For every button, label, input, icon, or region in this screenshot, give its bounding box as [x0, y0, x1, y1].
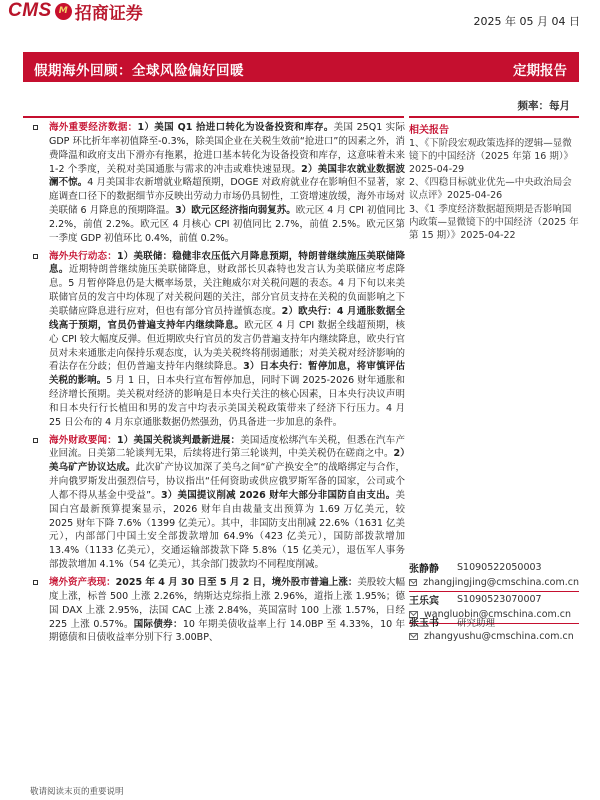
summary-paragraph: [23, 250, 405, 430]
analyst-block: [409, 560, 579, 590]
main-divider: [23, 116, 404, 118]
bold-run: 2）欧央行：4 月通胀数据全线高于预期，官员仍普遍支持年内继续降息。: [49, 305, 405, 331]
square-bullet-icon: [33, 438, 38, 443]
company-logo: [8, 0, 143, 22]
email-icon: [409, 579, 417, 586]
bold-run: 1）美国 Q1 拾进口转化为设备投资和库存。: [137, 122, 334, 133]
report-title: 假期海外回顾：全球风险偏好回暖: [34, 63, 244, 79]
paragraph-heading: 海外重要经济数据：: [49, 122, 138, 133]
text-run: 近期特朗普继续施压美联储降息，财政部长贝森特也发言认为美联储应考虑降息。5 月暂停降息仍是大概率场景，关注鲍威尔对关税问题的表态。4 月下旬以来美联储官员的发言中均体现了对关税问题的关注，部分官员支持在关税的负面影响之下美联储应降息进行应对，但也有部分官员持谨慎态度。: [49, 264, 405, 317]
analyst-cert: S1090523070007: [457, 594, 542, 605]
logo-chinese: 招商证券: [74, 3, 143, 24]
related-report-item[interactable]: 3、《1 季度经济数据超预期是否影响国内政策—显微镜下的中国经济（2025 年第 15 期）》2025-04-22: [409, 203, 579, 241]
text-run: 美国适度松绑汽车关税，但悉在汽车产业回流。日美第二轮谈判无果，后续将进行第三轮谈判，中美关税仍在磋商之中。: [49, 434, 405, 460]
text-run: 5 月 1 日，日本央行宣布暂停加息，同时下调 2025-2026 财年通胀和经济增长预期。美关税对经济的影响是日本央行关注的核心因素，日本央行决议声明和日本央行行长植田和男的发言中均表示美国关税政策带来了经济下行压力。4 月 25 日公布的 4 月东京通胀数据仍然强劲，仍具备进一步加息的条件。: [49, 375, 405, 428]
analyst-cert: 研究助理: [457, 617, 496, 629]
analyst-name: 张玉书: [409, 618, 439, 629]
text-run: 欧元区 4 月 CPI 数据全线超预期，核心 CPI 较大幅度反弹。但近期欧央行官员的发言仍普遍支持年内继续降息，欧央行官员对未来通胀走向保持乐观态度，认为美关税终将削弱通胀；对美关税对经济影响的看法存在分歧；但仍普遍支持年内继续降息。: [49, 319, 405, 373]
summary-paragraph: [23, 121, 405, 246]
summary-paragraph: [23, 576, 405, 645]
bold-run: 3）美国提议削减 2026 财年大部分非国防自由支出。: [160, 489, 396, 501]
analyst-block: [409, 614, 579, 644]
text-run: 美国 25Q1 实际 GDP 环比折年率初值降至-0.3%，除美国企业在关税生效前“抢进口”的因素之外，消费降温和政府支出下滑亦有拖累，抢进口基本转化为设备投资和库存，这意味着未来 1-2 个季度，关税对美国通胀与需求的冲击或难快速显现。: [49, 122, 405, 175]
text-run: 欧元区 4 月 CPI 初值同比 2.2%，前值 2.2%。欧元区 4 月核心 CPI 初值同比 2.7%，前值 2.5%。欧元区第一季度 GDP 初值环比 0.4%，前值 0.2%。: [49, 205, 406, 244]
text-run: 10 年期美债收益率上行 14.0BP 至 4.33%，10 年期德债和日债收益率分别下行 3.00BP、: [49, 618, 405, 644]
paragraph-heading: 海外央行动态：: [49, 250, 117, 262]
sidebar-divider: [409, 116, 579, 118]
square-bullet-icon: [33, 254, 38, 259]
related-report-item[interactable]: 1、《下阶段宏观政策选择的逻辑—显微镜下的中国经济（2025 年第 16 期）》2025-04-29: [409, 138, 574, 175]
summary-paragraph: [23, 434, 405, 572]
analyst-cert: S1090522050003: [457, 562, 542, 573]
analyst-name: 王乐宾: [409, 596, 439, 607]
title-banner: [23, 52, 579, 82]
bold-run: 2）美乌矿产协议达成。: [49, 448, 405, 474]
square-bullet-icon: [33, 125, 38, 130]
sidebar: [409, 121, 579, 243]
bold-run: 2025 年 4 月 30 日至 5 月 2 日，境外股市普遍上涨：: [115, 577, 358, 588]
text-run: 此次矿产协议加深了美乌之间“矿产换安全”的战略绑定与合作，并向俄罗斯发出强烈信号，协议指出“任何资助或供应俄罗斯军备的国家，公司或个人都不得从基金中受益”。: [49, 462, 405, 501]
analyst-name: 张静静: [409, 564, 439, 575]
related-report-item[interactable]: 2、《四稳目标就业优先—中央政治局会议点评》2025-04-26: [409, 177, 572, 202]
report-frequency: 频率：每月: [517, 100, 570, 112]
square-bullet-icon: [33, 580, 38, 585]
text-run: 美股较大幅度上涨，标普 500 上涨 2.26%，纳斯达克综指上涨 2.96%，道指上涨 1.95%；德国 DAX 上涨 2.95%，法国 CAC 上涨 2.84%，英国富时 100 上涨 1.57%，日经 225 上涨 0.57%。: [49, 577, 405, 630]
bold-run: 3）日本央行：暂停加息，将审慎评估关税的影响。: [49, 361, 405, 387]
text-run: 美国白宫最新预算提案显示，2026 财年自由裁量支出预算为 1.69 万亿美元，较 2025 财年下降 7.6%（1399 亿美元）。其中，非国防支出削减 22.6%（1631 亿美元），内部部门中国土安全部拨款增加 64.9%（423 亿美元），国防部拨款增加 13.4%（1133 亿美元），交通运输部拨款下降 5.8%（15 亿美元），退伍军人事务部拨款增加 4.1%（54 亿美元），其余部门拨款均不同程度削减。: [49, 489, 405, 571]
report-date: 2025 年 05 月 04 日: [473, 15, 580, 28]
paragraph-heading: 海外财政要闻：: [49, 434, 117, 446]
text-run: 4 月美国非农新增就业略超预期，DOGE 对政府就业存在影响但不显著，家庭调查口径下的数据细节亦反映出劳动力市场仍具韧性，工资增速放缓，海外市场对美联储 6 月降息的预期降温。: [49, 177, 405, 217]
report-type: 定期报告: [513, 63, 567, 79]
bold-run: 1）美联储：稳健非农压低六月降息预期，特朗普继续施压美联储降息。: [49, 250, 405, 276]
email-icon: [409, 633, 418, 640]
analyst-email[interactable]: wangluobin@cmschina.com.cn: [424, 609, 572, 620]
analyst-email[interactable]: zhangjingjing@cmschina.com.cn: [423, 577, 579, 588]
related-reports-title: 相关报告: [409, 125, 449, 136]
logo-seal-icon: M: [55, 3, 72, 20]
bold-run: 3）欧元区经济指向弱复苏。: [175, 205, 296, 217]
analyst-email[interactable]: zhangyushu@cmschina.com.cn: [424, 631, 574, 642]
bold-run: 1）美国关税谈判最新进展：: [116, 434, 241, 446]
logo-latin: CMS: [8, 0, 52, 21]
paragraph-heading: 境外资产表现：: [49, 577, 116, 588]
footer-disclaimer: 敬请阅读末页的重要说明: [30, 787, 124, 797]
bold-run: 2）美国非农就业数据波澜不惊。: [49, 163, 405, 189]
bold-run: 国际债券：: [133, 618, 183, 630]
main-content: [23, 121, 405, 781]
